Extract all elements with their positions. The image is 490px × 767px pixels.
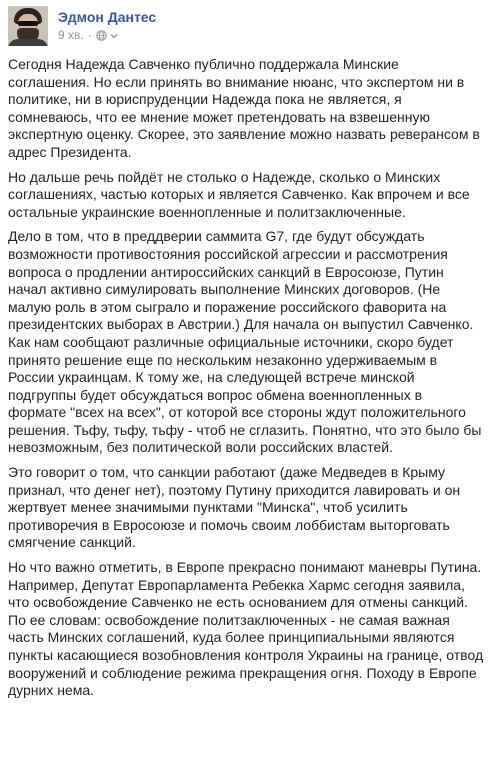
post-timestamp[interactable]: 9 хв. — [58, 28, 84, 42]
meta-separator: · — [87, 28, 92, 42]
post-header — [8, 6, 156, 46]
author-name-link[interactable]: Эдмон Дантес — [58, 9, 157, 25]
post-subline — [58, 27, 156, 43]
post-paragraph: Но что важно отметить, в Европе прекрасно понимают маневры Путина. Например, Депутат Европарламента Ребекка Хармс сегодня заявила, что освобождение Савченко не есть основанием для отмены санкций. По ее словам: освобождение политзаключенных - не самая важная часть Минских соглашений, куда более принципиальными являются пункты касающиеся возобновления контроля Украины на границе, отвод вооружений и соблюдение режима прекращения огня. Походу в Европе дурних нема. — [8, 559, 484, 699]
post-paragraph: Это говорит о том, что санкции работают (даже Медведев в Крыму признал, что денег нет), поэтому Путину приходится лавировать и он жертвует менее значимыми пунктами "Минска", чтоб усилить противоречия в Евросоюзе и помочь своим лоббистам выторговать смягчение санкций. — [8, 464, 461, 551]
post-paragraph: Сегодня Надежда Савченко публично поддержала Минские соглашения. Но если принять во внимание нюанс, что экспертом ни в политике, ни в юриспруденции Надежда пока не является, я сомневаюсь, что ее мнение может претендовать на взвешенную экспертную оценку. Скорее, это заявление можно назвать реверансом в адрес Президента. — [8, 56, 480, 160]
author-avatar[interactable] — [8, 6, 48, 46]
globe-icon[interactable] — [96, 27, 107, 43]
post-meta — [58, 6, 156, 43]
chevron-down-icon[interactable] — [110, 27, 118, 43]
post-paragraph: Но дальше речь пойдёт не столько о Надежде, сколько о Минских соглашениях, частью которых и является Савченко. Как впрочем и все остальные украинские военнопленные и политзаключенные. — [8, 168, 470, 220]
post-paragraph: Дело в том, что в преддверии саммита G7, где будут обсуждать возможности противостояния российской агрессии и рассмотрения вопроса о продлении антироссийских санкций в Евросоюзе, Путин начал активно симулировать выполнение Минских договоров. (Не малую роль в этом сыграло и поражение российского фаворита на президентских выборах в Австрии.) Для начала он выпустил Савченко. Как нам сообщают различные официальные источники, скоро будет принято решение еще по нескольким незаконно удерживаемым в России украинцам. К тому же, на следующей встрече минской подгруппы будет обсуждаться вопрос обмена военнопленных в формате "всех на всех", от которой все стороны ждут положительного решения. Тьфу, тьфу, тьфу - чтоб не сглазить. Понятно, что это было бы невозможным, без политической воли российских властей. — [8, 228, 482, 456]
post-body — [8, 56, 484, 707]
